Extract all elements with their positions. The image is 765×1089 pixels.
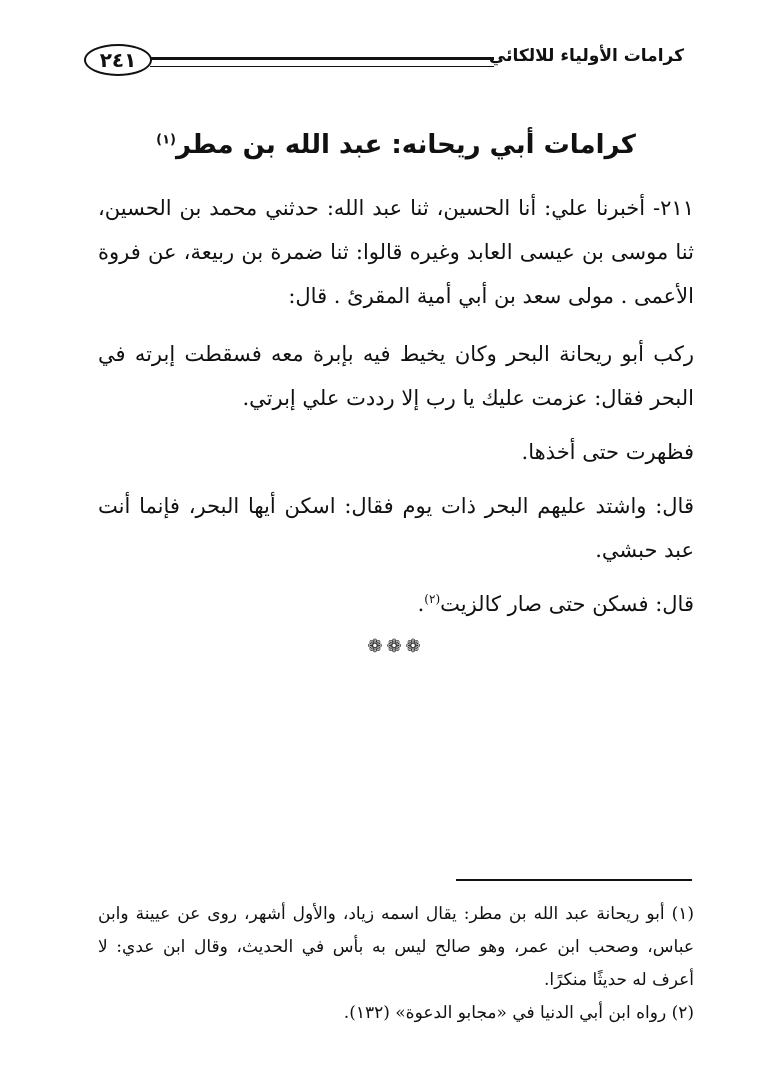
- hadith-isnad-paragraph: ٢١١- أخبرنا علي: أنا الحسين، ثنا عبد الله: حدثني محمد بن الحسين، ثنا موسى بن عيسى العابد وغيره قالوا: ثنا ضمرة بن ربيعة، عن فروة الأعمى . مولى سعد بن أبي أمية المقرئ . قال:: [98, 196, 694, 308]
- main-text: [98, 130, 694, 657]
- last-paragraph-text: قال: فسكن حتى صار كالزيت: [440, 592, 694, 616]
- footnote-2: (٢) رواه ابن أبي الدنيا في «مجابو الدعوة» (١٣٢).: [343, 1003, 694, 1023]
- running-title: كرامات الأولياء للالكائي: [488, 46, 684, 66]
- header-rule: [150, 57, 494, 67]
- chapter-title-text: كرامات أبي ريحانه: عبد الله بن مطر: [175, 130, 636, 160]
- narration-paragraph-last: [98, 582, 694, 626]
- footnote-marker-1: (١): [156, 132, 176, 148]
- footnote-marker-2: (٢): [424, 592, 441, 606]
- narration-paragraph: ركب أبو ريحانة البحر وكان يخيط فيه بإبرة معه فسقطت إبرته في البحر فقال: عزمت عليك يا رب إلا رددت علي إبرتي.: [98, 342, 694, 410]
- footnote-1: (١) أبو ريحانة عبد الله بن مطر: يقال اسمه زياد، والأول أشهر، روى عن عيينة وابن عباس، وصحب ابن عمر، وهو صالح ليس به بأس في الحديث، وقال ابن عدي: لا أعرف له حديثًا منكرًا.: [98, 904, 694, 990]
- narration-paragraph: قال: واشتد عليهم البحر ذات يوم فقال: اسكن أيها البحر، فإنما أنت عبد حبشي.: [98, 494, 694, 562]
- narration-paragraph: فظهرت حتى أخذها.: [521, 440, 694, 464]
- page-header: [84, 40, 684, 80]
- chapter-title: [98, 130, 694, 160]
- footnote-separator: [456, 879, 692, 881]
- last-paragraph-end: .: [417, 592, 425, 616]
- page-number: ٢٤١: [84, 44, 152, 76]
- footnotes: [98, 898, 694, 1030]
- flower-divider-icon: ❁❁❁: [367, 636, 425, 657]
